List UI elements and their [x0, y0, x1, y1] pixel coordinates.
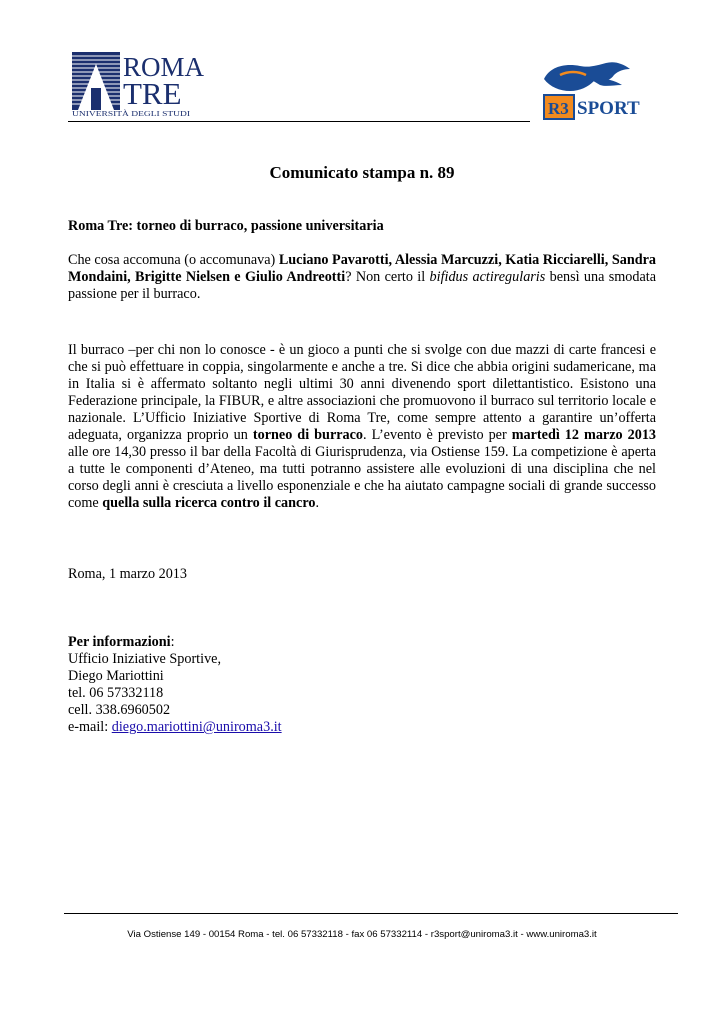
body-text-4: .: [315, 495, 320, 511]
greyhound-icon: [544, 62, 630, 91]
body-text-2: . L’evento è previsto per: [363, 427, 512, 443]
body-bold-tournament: torneo di burraco: [252, 427, 364, 443]
intro-paragraph: [68, 252, 656, 303]
intro-italic: bifidus actiregularis: [429, 269, 546, 285]
intro-celebrities: Luciano Pavarotti, Alessia Marcuzzi, Katia Ricciarelli, Sandra Mondaini, Brigitte Nielsen e Giulio Andreotti: [68, 252, 656, 285]
sport-logo-text: SPORT: [577, 98, 640, 119]
roma-tre-logo: [70, 50, 205, 118]
roma-tre-emblem: [72, 52, 120, 110]
body-bold-date: martedì 12 marzo 2013: [511, 427, 657, 443]
contact-email-line: [68, 719, 468, 736]
contact-heading-colon: :: [170, 634, 175, 650]
contact-tel: tel. 06 57332118: [68, 685, 164, 701]
body-text-1: Il burraco –per chi non lo conosce - è un gioco a punti che si svolge con due mazzi di carte francesi e che si può effettuare in coppia, singolarmente e anche a tre. Si dice che abbia origini sudamericane, ma in Italia si è affermato soltanto negli ultimi 30 anni divenendo sport dilettantistico. Esistono una Federazione principale, la FIBUR, e altre associazioni che promuovono il burraco sul territorio locale e nazionale. L’Ufficio Iniziative Sportive di Roma Tre, come sempre attento a garantire un’offerta adeguata, organizza proprio un: [68, 342, 656, 443]
body-bold-cancer: quella sulla ricerca contro il cancro: [102, 495, 316, 511]
page-title: Comunicato stampa n. 89: [269, 163, 455, 182]
roma-logo-line2: TRE: [123, 76, 182, 111]
r3-sport-logo: [540, 57, 640, 121]
contact-email-link[interactable]: diego.mariottini@uniroma3.it: [111, 719, 282, 735]
contact-email-label: e-mail:: [68, 719, 112, 735]
dateline: Roma, 1 marzo 2013: [68, 566, 187, 582]
roma-logo-line1: ROMA: [123, 52, 205, 82]
intro-text-2: ? Non certo il: [345, 269, 430, 285]
header-divider: [68, 121, 530, 122]
footer-address: Via Ostiense 149 - 00154 Roma - tel. 06 57332118 - fax 06 57332114 - r3sport@uniroma3.it - www.uniroma3.it: [127, 929, 597, 940]
press-release-subtitle: Roma Tre: torneo di burraco, passione universitaria: [68, 218, 384, 234]
contact-person: Diego Mariottini: [68, 668, 164, 684]
contact-office: Ufficio Iniziative Sportive,: [68, 651, 222, 667]
r3-badge: [544, 95, 574, 119]
intro-text-1: Che cosa accomuna (o accomunava): [68, 252, 279, 268]
body-paragraph: [68, 342, 656, 512]
contact-heading-line: [68, 634, 468, 651]
r3-badge-text: R3: [548, 99, 569, 118]
footer-divider: [64, 913, 678, 914]
contact-cell: cell. 338.6960502: [68, 702, 171, 718]
contact-block: [68, 634, 468, 736]
body-text-3: alle ore 14,30 presso il bar della Facoltà di Giurisprudenza, via Ostiense 159. La competizione è aperta a tutte le componenti d’Ateneo, ma tutti potranno assistere alle evoluzioni di una disciplina che nel corso degli anni è cresciuta a livello esponenziale e che ha aiutato campagne sociali di grande successo come: [68, 444, 656, 511]
roma-logo-line3: UNIVERSITÀ DEGLI STUDI: [72, 109, 167, 118]
contact-heading: Per informazioni: [68, 634, 171, 650]
intro-text-3: bensì una smodata passione per il burraco.: [68, 269, 657, 302]
